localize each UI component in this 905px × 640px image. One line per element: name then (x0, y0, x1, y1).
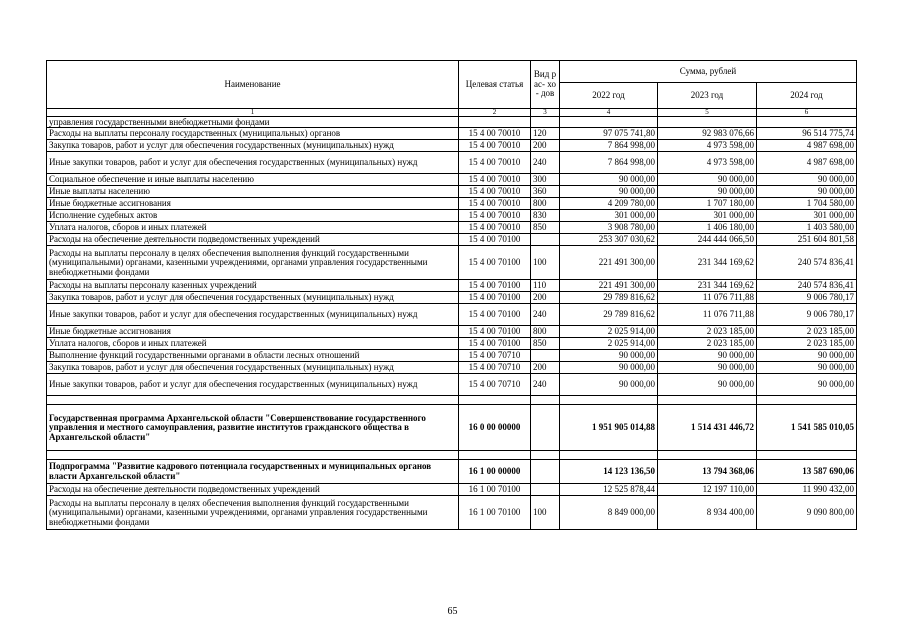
row-expense-type: 240 (531, 374, 560, 396)
row-sum-2024: 240 574 836,41 (757, 280, 857, 292)
table-row (47, 210, 857, 222)
header-name: Наименование (47, 61, 459, 109)
column-number: 2 (459, 109, 531, 117)
row-expense-type: 850 (531, 338, 560, 350)
column-numbers-row (47, 109, 857, 117)
table-row-program (47, 405, 857, 451)
row-name: управления государственными внебюджетными фондами (47, 117, 459, 128)
row-target-article: 16 1 00 70100 (459, 496, 531, 530)
row-expense-type: 300 (531, 174, 560, 186)
row-sum-2024: 90 000,00 (757, 186, 857, 198)
row-sum-2024: 13 587 690,06 (757, 460, 857, 484)
row-sum-2022: 90 000,00 (560, 374, 658, 396)
row-name: Иные закупки товаров, работ и услуг для обеспечения государственных (муниципальных) нужд (47, 374, 459, 396)
row-name: Расходы на обеспечение деятельности подведомственных учреждений (47, 484, 459, 496)
row-sum-2023: 90 000,00 (658, 350, 757, 362)
row-target-article: 15 4 00 70100 (459, 280, 531, 292)
row-target-article: 15 4 00 70710 (459, 350, 531, 362)
row-target-article: 15 4 00 70010 (459, 222, 531, 234)
row-name: Иные бюджетные ассигнования (47, 198, 459, 210)
row-target-article: 15 4 00 70100 (459, 292, 531, 304)
row-target-article: 15 4 00 70100 (459, 234, 531, 246)
row-sum-2023: 301 000,00 (658, 210, 757, 222)
column-number: 6 (757, 109, 857, 117)
row-name: Иные бюджетные ассигнования (47, 326, 459, 338)
table-row (47, 117, 857, 128)
row-target-article: 15 4 00 70710 (459, 362, 531, 374)
row-expense-type (531, 234, 560, 246)
row-sum-2024: 90 000,00 (757, 350, 857, 362)
table-row (47, 234, 857, 246)
row-sum-2024: 4 987 698,00 (757, 152, 857, 174)
row-sum-2024: 2 023 185,00 (757, 338, 857, 350)
table-row (47, 152, 857, 174)
row-expense-type (531, 460, 560, 484)
row-target-article: 15 4 00 70010 (459, 210, 531, 222)
row-expense-type: 830 (531, 210, 560, 222)
row-expense-type: 200 (531, 362, 560, 374)
row-sum-2022: 221 491 300,00 (560, 246, 658, 280)
row-name: Государственная программа Архангельской области "Совершенствование государственного управления и местного самоуправления, развитие институтов гражданского общества в Архангельской области" (47, 405, 459, 451)
table-row (47, 304, 857, 326)
page-number: 65 (447, 606, 458, 617)
row-sum-2023: 1 707 180,00 (658, 198, 757, 210)
row-expense-type: 240 (531, 152, 560, 174)
row-sum-2023 (658, 117, 757, 128)
row-name: Иные закупки товаров, работ и услуг для обеспечения государственных (муниципальных) нужд (47, 152, 459, 174)
row-target-article: 15 4 00 70010 (459, 128, 531, 140)
row-target-article: 15 4 00 70010 (459, 186, 531, 198)
row-expense-type: 120 (531, 128, 560, 140)
row-name: Социальное обеспечение и иные выплаты населению (47, 174, 459, 186)
row-sum-2023: 4 973 598,00 (658, 152, 757, 174)
table-row (47, 326, 857, 338)
table-row (47, 292, 857, 304)
row-target-article: 15 4 00 70710 (459, 374, 531, 396)
row-target-article: 16 1 00 70100 (459, 484, 531, 496)
row-sum-2022: 253 307 030,62 (560, 234, 658, 246)
table-row (47, 374, 857, 396)
row-sum-2023: 90 000,00 (658, 186, 757, 198)
column-number: 4 (560, 109, 658, 117)
row-sum-2022: 2 025 914,00 (560, 338, 658, 350)
row-sum-2022: 90 000,00 (560, 350, 658, 362)
row-sum-2024: 9 090 800,00 (757, 496, 857, 530)
header-year-2024: 2024 год (757, 83, 857, 109)
row-target-article: 15 4 00 70010 (459, 152, 531, 174)
table-row (47, 222, 857, 234)
row-sum-2024: 11 990 432,00 (757, 484, 857, 496)
table-row (47, 362, 857, 374)
row-sum-2022: 29 789 816,62 (560, 292, 658, 304)
row-expense-type: 200 (531, 140, 560, 152)
row-expense-type (531, 117, 560, 128)
row-sum-2022: 8 849 000,00 (560, 496, 658, 530)
table-row (47, 350, 857, 362)
row-sum-2023: 244 444 066,50 (658, 234, 757, 246)
row-sum-2024: 240 574 836,41 (757, 246, 857, 280)
row-sum-2023: 92 983 076,66 (658, 128, 757, 140)
row-expense-type: 800 (531, 198, 560, 210)
table-row (47, 280, 857, 292)
row-expense-type: 200 (531, 292, 560, 304)
row-sum-2022: 301 000,00 (560, 210, 658, 222)
row-sum-2024: 301 000,00 (757, 210, 857, 222)
row-expense-type: 360 (531, 186, 560, 198)
row-sum-2023: 8 934 400,00 (658, 496, 757, 530)
row-expense-type (531, 350, 560, 362)
row-sum-2024: 9 006 780,17 (757, 304, 857, 326)
row-target-article: 15 4 00 70100 (459, 246, 531, 280)
row-sum-2022: 90 000,00 (560, 174, 658, 186)
column-number: 1 (47, 109, 459, 117)
row-name: Расходы на обеспечение деятельности подведомственных учреждений (47, 234, 459, 246)
row-target-article: 15 4 00 70010 (459, 198, 531, 210)
row-target-article: 15 4 00 70100 (459, 338, 531, 350)
row-expense-type (531, 484, 560, 496)
row-sum-2023: 2 023 185,00 (658, 338, 757, 350)
row-sum-2023: 11 076 711,88 (658, 304, 757, 326)
row-name: Расходы на выплаты персоналу в целях обеспечения выполнения функций государственными (муниципальными) органами, казенными учреждениями, органами управления государственными внебюджетными фондами (47, 246, 459, 280)
table-row (47, 198, 857, 210)
table-row (47, 246, 857, 280)
row-expense-type: 110 (531, 280, 560, 292)
row-sum-2023: 1 406 180,00 (658, 222, 757, 234)
spacer-row (47, 451, 857, 460)
row-name: Закупка товаров, работ и услуг для обеспечения государственных (муниципальных) нужд (47, 292, 459, 304)
spacer-row (47, 396, 857, 405)
row-sum-2024: 90 000,00 (757, 362, 857, 374)
table-row (47, 140, 857, 152)
row-name: Уплата налогов, сборов и иных платежей (47, 338, 459, 350)
header-year-2022: 2022 год (560, 83, 658, 109)
row-name: Закупка товаров, работ и услуг для обеспечения государственных (муниципальных) нужд (47, 140, 459, 152)
row-sum-2022: 221 491 300,00 (560, 280, 658, 292)
table-row (47, 338, 857, 350)
row-sum-2022: 4 209 780,00 (560, 198, 658, 210)
row-name: Расходы на выплаты персоналу казенных учреждений (47, 280, 459, 292)
row-expense-type: 100 (531, 496, 560, 530)
header-row (47, 61, 857, 83)
table-row (47, 496, 857, 530)
header-year-2023: 2023 год (658, 83, 757, 109)
row-target-article: 15 4 00 70010 (459, 174, 531, 186)
row-target-article: 16 0 00 00000 (459, 405, 531, 451)
row-sum-2024: 9 006 780,17 (757, 292, 857, 304)
row-sum-2023: 90 000,00 (658, 174, 757, 186)
row-sum-2024: 1 541 585 010,05 (757, 405, 857, 451)
row-sum-2024: 251 604 801,58 (757, 234, 857, 246)
table-row (47, 484, 857, 496)
row-sum-2022: 7 864 998,00 (560, 140, 658, 152)
row-target-article: 15 4 00 70100 (459, 326, 531, 338)
row-sum-2023: 90 000,00 (658, 362, 757, 374)
header-target-article: Целевая статья (459, 61, 531, 109)
column-number: 3 (531, 109, 560, 117)
row-expense-type: 850 (531, 222, 560, 234)
row-sum-2022 (560, 117, 658, 128)
row-sum-2022: 90 000,00 (560, 362, 658, 374)
row-sum-2022: 7 864 998,00 (560, 152, 658, 174)
row-name: Закупка товаров, работ и услуг для обеспечения государственных (муниципальных) нужд (47, 362, 459, 374)
row-name: Исполнение судебных актов (47, 210, 459, 222)
table-row (47, 186, 857, 198)
row-expense-type: 800 (531, 326, 560, 338)
row-sum-2024: 1 704 580,00 (757, 198, 857, 210)
table-row (47, 174, 857, 186)
row-sum-2024: 4 987 698,00 (757, 140, 857, 152)
row-expense-type: 100 (531, 246, 560, 280)
table-row (47, 128, 857, 140)
row-name: Подпрограмма "Развитие кадрового потенциала государственных и муниципальных органов власти Архангельской области" (47, 460, 459, 484)
row-sum-2024: 90 000,00 (757, 174, 857, 186)
row-name: Иные закупки товаров, работ и услуг для обеспечения государственных (муниципальных) нужд (47, 304, 459, 326)
row-sum-2023: 12 197 110,00 (658, 484, 757, 496)
row-sum-2022: 97 075 741,80 (560, 128, 658, 140)
row-sum-2024: 2 023 185,00 (757, 326, 857, 338)
row-name: Иные выплаты населению (47, 186, 459, 198)
row-sum-2023: 231 344 169,62 (658, 280, 757, 292)
row-expense-type: 240 (531, 304, 560, 326)
budget-table (46, 60, 857, 530)
row-sum-2023: 13 794 368,06 (658, 460, 757, 484)
row-sum-2024: 1 403 580,00 (757, 222, 857, 234)
header-sum: Сумма, рублей (560, 61, 857, 83)
row-sum-2023: 2 023 185,00 (658, 326, 757, 338)
row-target-article: 16 1 00 00000 (459, 460, 531, 484)
row-name: Выполнение функций государственными органами в области лесных отношений (47, 350, 459, 362)
row-sum-2023: 11 076 711,88 (658, 292, 757, 304)
row-sum-2024: 96 514 775,74 (757, 128, 857, 140)
row-sum-2023: 90 000,00 (658, 374, 757, 396)
table-row-subprogram (47, 460, 857, 484)
row-name: Расходы на выплаты персоналу государственных (муниципальных) органов (47, 128, 459, 140)
row-sum-2022: 1 951 905 014,88 (560, 405, 658, 451)
header-expense-type: Вид рас- хо- дов (531, 61, 560, 109)
row-sum-2022: 2 025 914,00 (560, 326, 658, 338)
row-sum-2022: 3 908 780,00 (560, 222, 658, 234)
row-sum-2022: 90 000,00 (560, 186, 658, 198)
row-name: Уплата налогов, сборов и иных платежей (47, 222, 459, 234)
row-sum-2022: 14 123 136,50 (560, 460, 658, 484)
row-sum-2023: 4 973 598,00 (658, 140, 757, 152)
row-target-article: 15 4 00 70010 (459, 140, 531, 152)
row-sum-2023: 231 344 169,62 (658, 246, 757, 280)
row-expense-type (531, 405, 560, 451)
row-sum-2022: 29 789 816,62 (560, 304, 658, 326)
row-sum-2024 (757, 117, 857, 128)
row-sum-2023: 1 514 431 446,72 (658, 405, 757, 451)
row-sum-2022: 12 525 878,44 (560, 484, 658, 496)
row-target-article (459, 117, 531, 128)
row-sum-2024: 90 000,00 (757, 374, 857, 396)
row-target-article: 15 4 00 70100 (459, 304, 531, 326)
column-number: 5 (658, 109, 757, 117)
row-name: Расходы на выплаты персоналу в целях обеспечения выполнения функций государственными (муниципальными) органами, казенными учреждениями, органами управления государственными внебюджетными фондами (47, 496, 459, 530)
